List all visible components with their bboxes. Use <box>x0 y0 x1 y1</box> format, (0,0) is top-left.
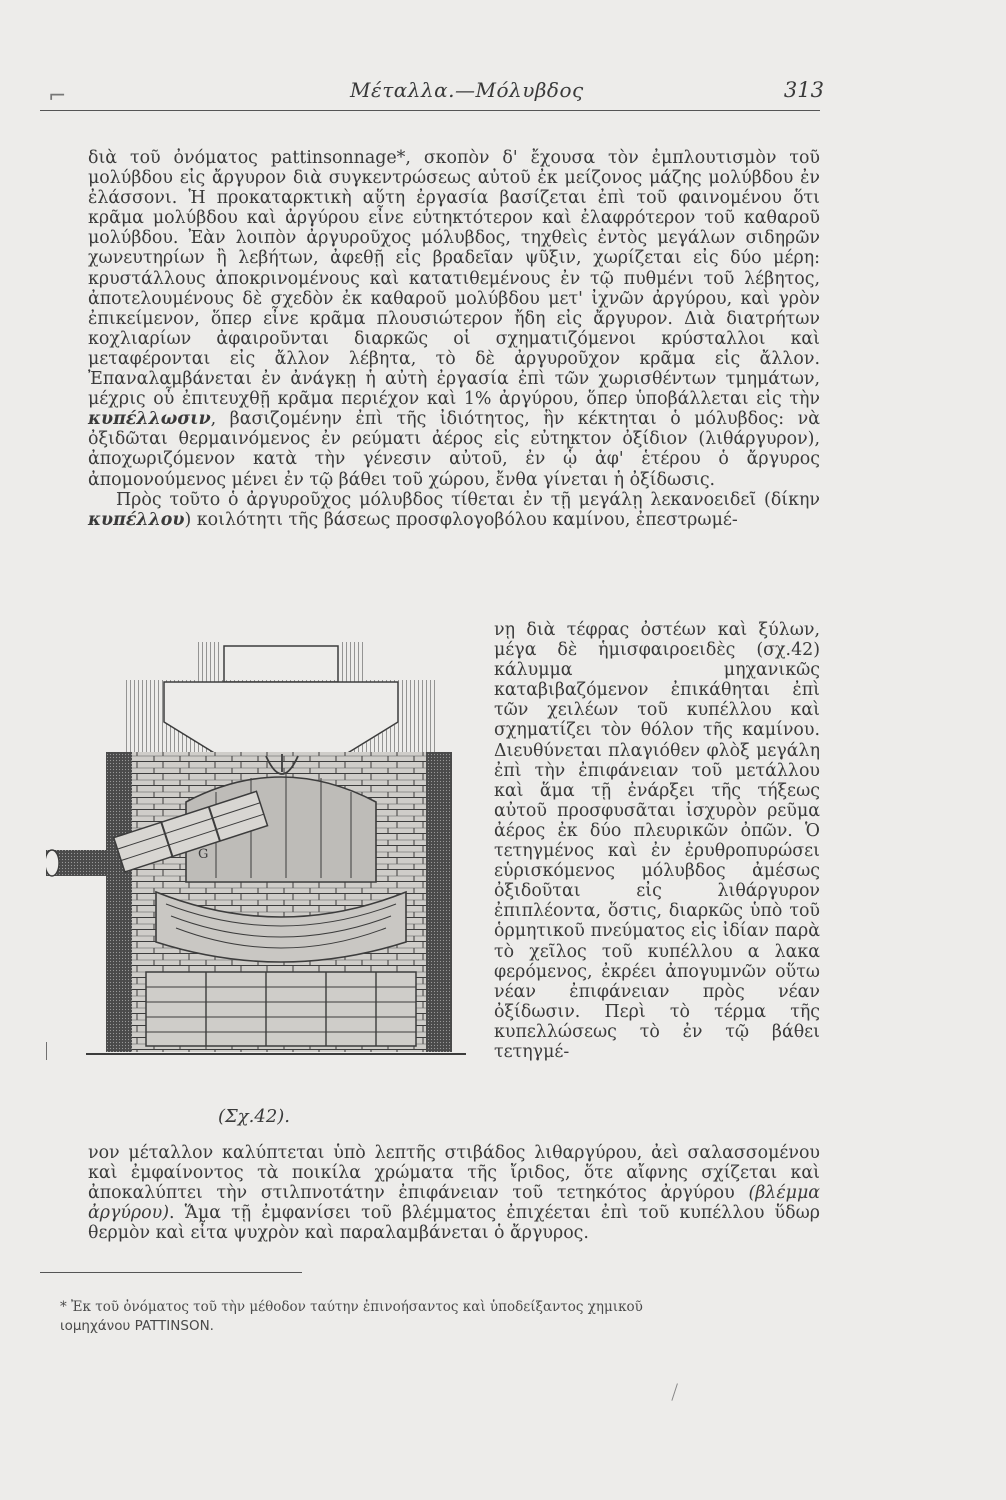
figure-caption: (Σχ.42). <box>218 1106 291 1127</box>
margin-mark: ⌐ <box>48 84 67 109</box>
emphasis-term: κυπέλλου <box>88 509 185 530</box>
footnote-rule <box>40 1272 302 1273</box>
paragraph-text: Πρὸς τοῦτο ὁ ἀργυροῦχος μόλυβδος τίθεται ἐν τῇ μεγάλῃ λεκανοειδεῖ (δίκην <box>116 489 820 510</box>
paragraph-text: ) κοιλότητι τῆς βάσεως προσφλογοβόλου καμίνου, ἐπεστρωμέ- <box>184 509 738 530</box>
continuation-text <box>88 1143 820 1243</box>
main-text <box>88 148 820 530</box>
furnace-engraving <box>46 642 492 1090</box>
running-title: Μέταλλα.—Μόλυβδος <box>350 78 584 102</box>
side-paragraph: νῃ διὰ τέφρας ὀστέων καὶ ξύλων, μέγα δὲ ἡμισφαιροειδὲς (σχ.42) κάλυμμα μηχανικῶς καταβιβαζόμενον ἐπικάθηται ἐπὶ τῶν χειλέων τοῦ κυπέλλου καὶ σχηματίζει τὸν θόλον τῆς καμίνου. Διευθύνεται πλαγιόθεν φλὸξ μεγάλη ἐπὶ τὴν ἐπιφάνειαν τοῦ μετάλλου καὶ ἅμα τῇ ἐνάρξει τῆς τήξεως αὐτοῦ προσφυσᾶται ἰσχυρὸν ρεῦμα ἀέρος ἐκ δύο πλευρικῶν ὀπῶν. Ὁ τετηγμένος καὶ ἐν ἐρυθροπυρώσει εὑρισκόμενος μόλυβδος ἀμέσως ὀξιδοῦται εἰς λιθάργυρον ἐπιπλέοντα, ὅστις, διαρκῶς ὑπὸ τοῦ ὁρμητικοῦ πνεύματος εἰς ἰδίαν παρὰ τὸ χεῖλος τοῦ κυπέλλου α λακα φερόμενος, ἐκρέει ἀπογυμνῶν οὕτω νέαν ἐπιφάνειαν πρὸς νέαν ὀξίδωσιν. Περὶ τὸ τέρμα τῆς κυπελλώσεως τὸ ἐν τῷ βάθει τετηγμέ- <box>494 620 820 1062</box>
paragraph-text: , βασιζομένην ἐπὶ τῆς ἰδιότητος, ἣν κέκτηται ὁ μόλυβδος: νὰ ὀξιδῶται θερμαινόμενος ἐν ρεύματι ἀέρος εἰς εὐτηκτον ὀξίδιον (λιθάργυρον), ἀποχωριζόμενον κατὰ τὴν γένεσιν αὐτοῦ, ἐν ᾧ ἀφ' ἑτέρου ὁ ἄργυρος ἀπομονούμενος μένει ἐν τῷ βάθει τοῦ χώρου, ἔνθα γίνεται ἡ ὀξίδωσις. <box>88 409 820 490</box>
paper-speck <box>671 1383 683 1402</box>
footnote <box>60 1298 820 1336</box>
page-number: 313 <box>783 78 824 102</box>
footnote-line: ιομηχάνου PATTINSON. <box>60 1318 214 1334</box>
paragraph-pattinson <box>88 148 820 490</box>
figure-marker: G <box>198 847 209 862</box>
paragraph-text: νον μέταλλον καλύπτεται ὑπὸ λεπτῆς στιβάδος λιθαργύρου, ἀεὶ σαλασσομένου καὶ ἐμφαίνοντος τὰ ποικίλα χρώματα τῆς ἴριδος, ὅτε αἴφνης σχίζεται καὶ ἀποκαλύπτει τὴν στιλπνοτάτην ἐπιφάνειαν τοῦ τετηκότος ἀργύρου <box>88 1143 820 1204</box>
emphasis-term: κυπέλλωσιν <box>88 409 211 430</box>
emphasis-term: (βλέμμα ἀργύρου) <box>88 1183 820 1224</box>
footnote-line: * Ἐκ τοῦ ὀνόματος τοῦ τὴν μέθοδον ταύτην ἐπινοήσαντος καὶ ὑποδείξαντος χημικοῦ <box>60 1299 643 1315</box>
paragraph-cupel <box>88 490 820 530</box>
paragraph-text: διὰ τοῦ ὀνόματος pattinsonnage*, σκοπὸν δ' ἔχουσα τὸν ἐμπλουτισμὸν τοῦ μολύβδου εἰς ἄργυρον διὰ συγκεντρώσεως αὐτοῦ ἐκ μείζονος μάζης μολύβδου ἐν ἐλάσσονι. Ἡ προκαταρκτικὴ αὕτη ἐργασία βασίζεται ἐπὶ τοῦ φαινομένου ὅτι κρᾶμα μολύβδου καὶ ἀργύρου εἶνε εὐτηκτότερον καὶ ἐλαφρότερον τοῦ καθαροῦ μολύβδου. Ἐὰν λοιπὸν ἀργυροῦχος μόλυβδος, τηχθεὶς ἐντὸς μεγάλων σιδηρῶν χωνευτηρίων ἢ λεβήτων, ἀφεθῇ εἰς βραδεῖαν ψῦξιν, χωρίζεται εἰς δύο μέρη: κρυστάλλους ἀποκρινομένους καὶ κατατιθεμένους ἐν τῷ πυθμένι τοῦ λέβητος, ἀποτελουμένους δὲ σχεδὸν ἐκ καθαροῦ μολύβδου μετ' ἰχνῶν ἀργύρου, καὶ γρὸν ἐπικείμενον, ὅπερ εἶνε κρᾶμα πλουσιώτερον ἤδη εἰς ἄργυρον. Διὰ διατρήτων κοχλιαρίων ἀφαιροῦνται διαρκῶς οἱ σχηματιζόμενοι κρύσταλλοι καὶ μεταφέρονται εἰς ἄλλον λέβητα, τὸ δὲ ἀργυροῦχον κρᾶμα εἰς ἄλλον. Ἐπαναλαμβάνεται ἐν ἀνάγκῃ ἡ αὐτὴ ἐργασία ἐπὶ τῶν χωρισθέντων τμημάτων, μέχρις οὗ ἐπιτευχθῇ κρᾶμα περιέχον καὶ 1% ἀργύρου, ὅπερ ὑποβάλλεται εἰς τὴν <box>88 148 820 410</box>
side-column-text <box>494 620 820 1062</box>
paragraph-text: . Ἅμα τῇ ἐμφανίσει τοῦ βλέμματος ἐπιχέεται ἐπὶ τοῦ κυπέλλου ὕδωρ θερμὸν καὶ εἶτα ψυχρὸν καὶ παραλαμβάνεται ὁ ἄργυρος. <box>88 1203 820 1244</box>
header-rule <box>40 110 820 111</box>
page-header <box>40 78 824 109</box>
paragraph-silver-gleam <box>88 1143 820 1243</box>
furnace-figure <box>46 642 492 1090</box>
